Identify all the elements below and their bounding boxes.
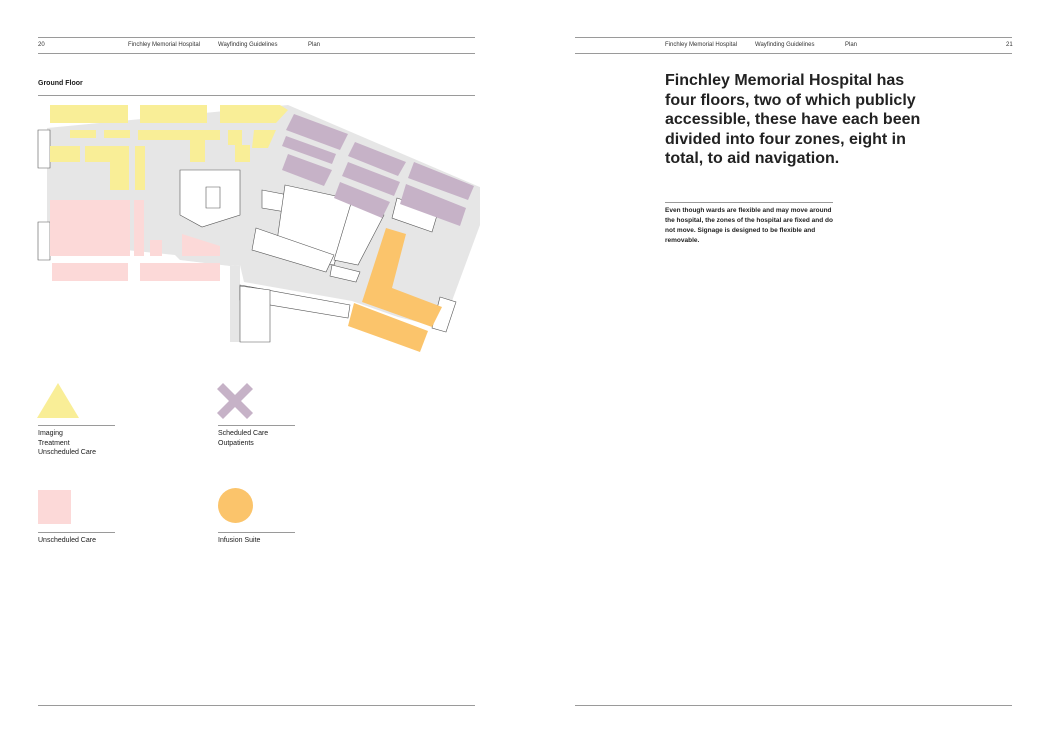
header-title-right: Finchley Memorial Hospital <box>665 42 738 48</box>
page-number-left: 20 <box>38 42 45 48</box>
square-icon <box>38 490 71 524</box>
legend-line: Treatment <box>38 439 70 447</box>
circle-icon <box>218 488 253 523</box>
header-top-rule-right <box>575 37 1012 38</box>
header-section-right: Wayfinding Guidelines <box>755 42 815 48</box>
triangle-icon <box>37 383 79 419</box>
legend-rule-1 <box>38 425 115 426</box>
header-bottom-rule-right <box>575 53 1012 54</box>
header-title-left: Finchley Memorial Hospital <box>128 42 201 48</box>
floor-label-rule <box>38 95 475 96</box>
legend-line: Outpatients <box>218 439 254 447</box>
body-rule <box>665 202 833 203</box>
cross-icon <box>217 383 253 419</box>
legend-text-imaging <box>38 429 96 458</box>
legend-line: Scheduled Care <box>218 430 269 437</box>
header-top-rule <box>38 37 475 38</box>
legend-rule-4 <box>218 532 295 533</box>
legend-rule-2 <box>218 425 295 426</box>
header-bottom-rule <box>38 53 475 54</box>
legend-rule-3 <box>38 532 115 533</box>
header-topic-right: Plan <box>845 42 858 48</box>
legend-line: Unscheduled Care <box>38 449 96 456</box>
header-topic-left: Plan <box>308 42 321 48</box>
legend-line: Unscheduled Care <box>38 537 96 544</box>
legend-line: Imaging <box>38 430 63 437</box>
footer-rule-right <box>575 705 1012 706</box>
page-number-right: 21 <box>1006 42 1013 48</box>
floor-label: Ground Floor <box>38 80 83 87</box>
intro-body-copy: Even though wards are flexible and may move around the hospital, the zones of the hospital are fixed and do not move. Signage is designed to be flexible and removable. <box>665 207 833 244</box>
legend-text-scheduled <box>218 429 268 448</box>
legend-text-unscheduled <box>38 536 96 546</box>
legend-text-infusion <box>218 536 260 546</box>
ground-floor-plan <box>30 100 480 360</box>
intro-headline: Finchley Memorial Hospital has four floors, two of which publicly accessible, these have each been divided into four zones, eight in total, to aid navigation. <box>665 72 921 167</box>
footer-rule-left <box>38 705 475 706</box>
legend-line: Infusion Suite <box>218 537 261 544</box>
header-section-left: Wayfinding Guidelines <box>218 42 278 48</box>
